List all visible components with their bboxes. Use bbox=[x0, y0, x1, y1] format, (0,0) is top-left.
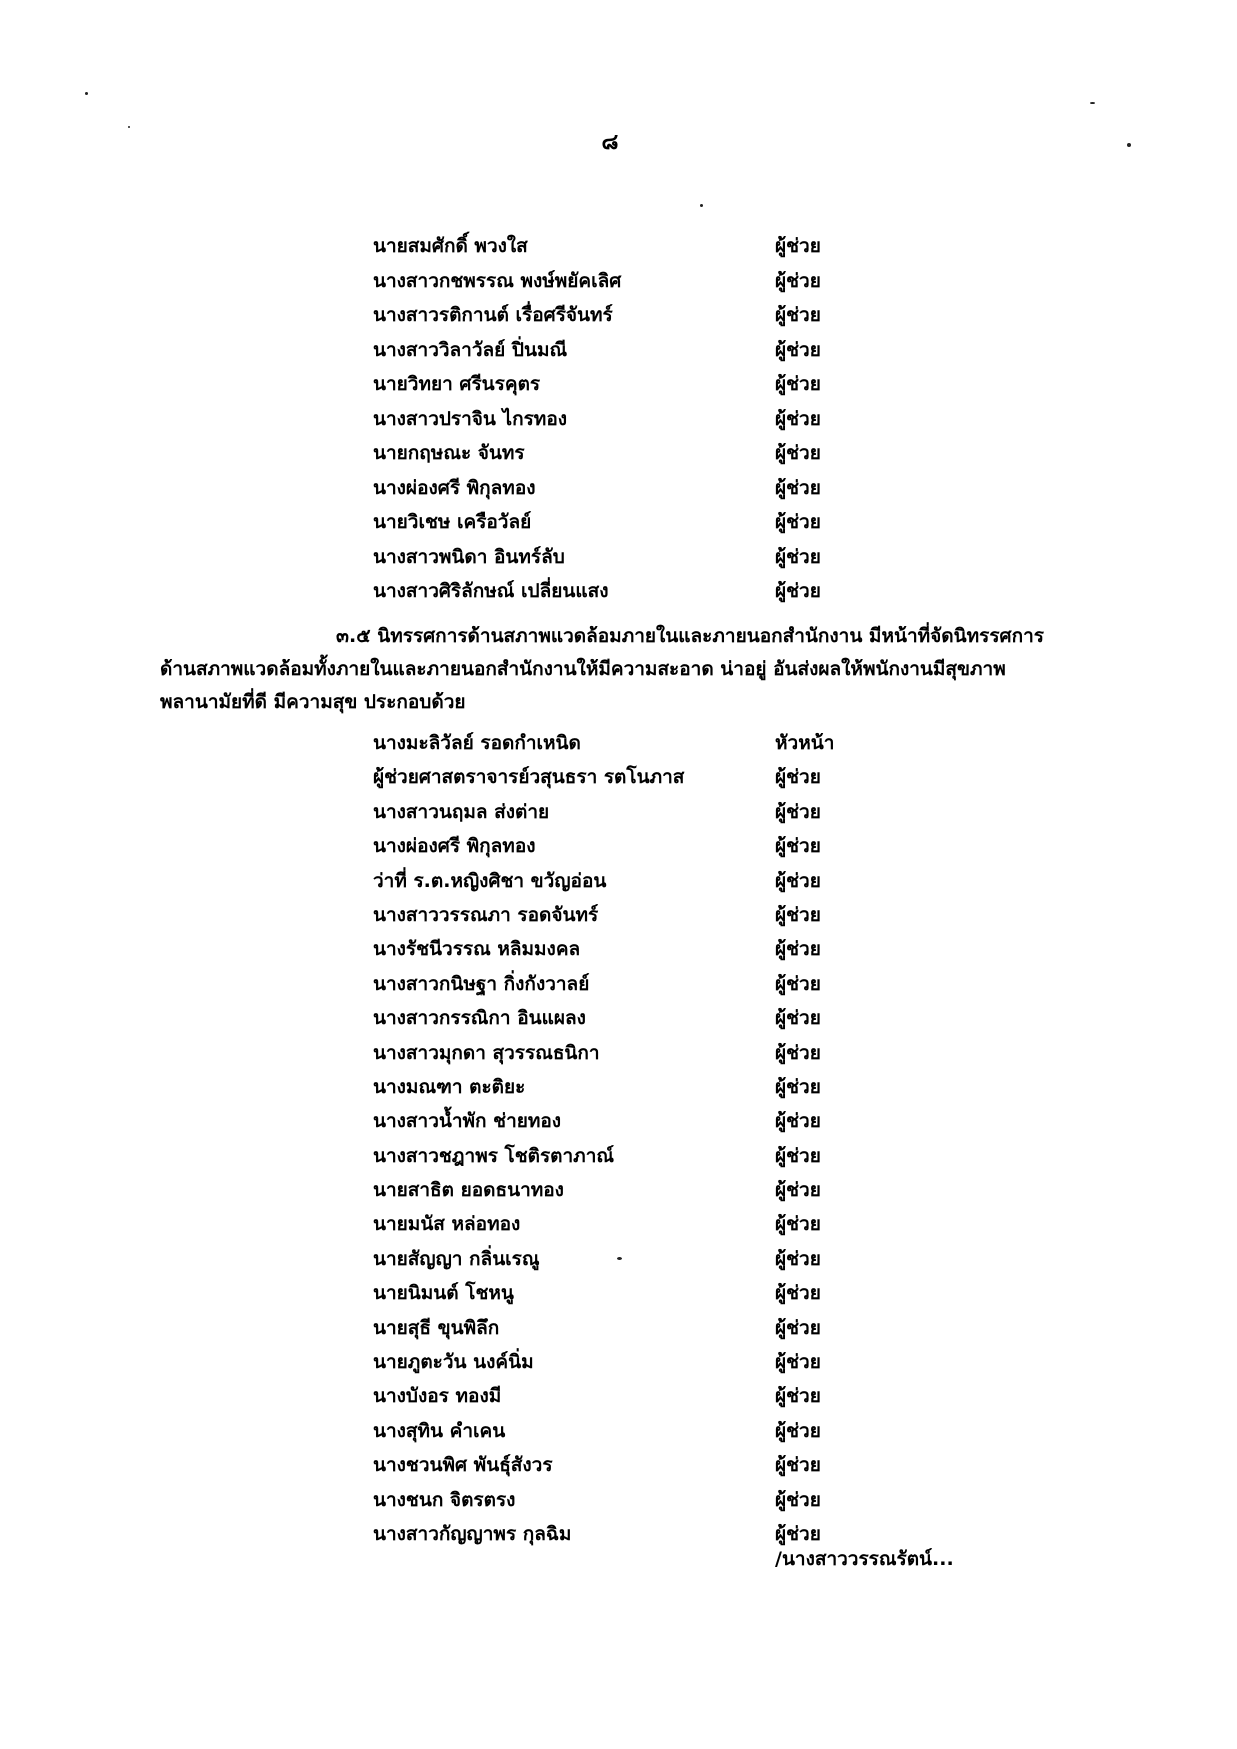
member-name: ว่าที่ ร.ต.หญิงศิชา ขวัญอ่อน bbox=[373, 869, 607, 892]
member-role: ผู้ช่วย bbox=[775, 1385, 821, 1408]
scan-speck bbox=[128, 126, 130, 128]
member-name: นางสาวกนิษฐา กิ่งกังวาลย์ bbox=[373, 972, 590, 995]
member-role: ผู้ช่วย bbox=[775, 1213, 821, 1236]
member-row bbox=[373, 864, 1013, 898]
member-role: ผู้ช่วย bbox=[775, 1488, 821, 1511]
scan-speck bbox=[1090, 102, 1095, 104]
member-role: ผู้ช่วย bbox=[775, 1522, 821, 1545]
member-role: ผู้ช่วย bbox=[775, 903, 821, 926]
member-row bbox=[373, 264, 1013, 299]
member-role: ผู้ช่วย bbox=[775, 511, 821, 533]
member-name: นางผ่องศรี พิกุลทอง bbox=[373, 835, 536, 858]
member-role: ผู้ช่วย bbox=[775, 235, 821, 257]
member-role: ผู้ช่วย bbox=[775, 1075, 821, 1098]
member-name: นางสาวกชพรรณ พงษ์พยัคเลิศ bbox=[373, 269, 622, 292]
member-row bbox=[373, 540, 1013, 575]
member-role: ผู้ช่วย bbox=[775, 1454, 821, 1477]
member-name: นางรัชนีวรรณ หลิมมงคล bbox=[373, 938, 581, 961]
member-name: นายภูตะวัน นงค์นิ่ม bbox=[373, 1351, 534, 1374]
member-role: ผู้ช่วย bbox=[775, 545, 821, 568]
member-name: นางสาววรรณภา รอดจันทร์ bbox=[373, 903, 599, 926]
member-row bbox=[373, 1036, 1013, 1070]
member-role: ผู้ช่วย bbox=[775, 580, 821, 602]
member-name: นางสาวศิริลักษณ์ เปลี่ยนแสง bbox=[373, 580, 609, 602]
member-name: นายสาธิต ยอดธนาทอง bbox=[373, 1179, 564, 1202]
member-role: ผู้ช่วย bbox=[775, 1282, 821, 1305]
member-name: นางสาวนฤมล ส่งต่าย bbox=[373, 800, 550, 823]
section-heading-line: ๓.๕ นิทรรศการด้านสภาพแวดล้อมภายในและภายนอกสำนักงาน มีหน้าที่จัดนิทรรศการ bbox=[336, 625, 1044, 647]
member-row bbox=[373, 1276, 1013, 1310]
member-name: นายวิทยา ศรีนรคุตร bbox=[373, 373, 541, 395]
member-row bbox=[373, 402, 1013, 437]
member-name: นายวิเชษ เครือวัลย์ bbox=[373, 511, 532, 533]
page-number: ๘ bbox=[601, 130, 619, 155]
member-name: นายสัญญา กลิ่นเรณู bbox=[373, 1247, 540, 1270]
member-role: ผู้ช่วย bbox=[775, 835, 821, 858]
member-role: ผู้ช่วย bbox=[775, 476, 821, 499]
scan-speck bbox=[85, 92, 88, 95]
member-name: นางสาวกัญญาพร กุลฉิม bbox=[373, 1522, 572, 1545]
member-row bbox=[373, 367, 1013, 402]
member-role: ผู้ช่วย bbox=[775, 1144, 821, 1167]
member-role: ผู้ช่วย bbox=[775, 373, 821, 395]
member-role: ผู้ช่วย bbox=[775, 1351, 821, 1374]
member-role: ผู้ช่วย bbox=[775, 1316, 821, 1339]
member-role: ผู้ช่วย bbox=[775, 1110, 821, 1133]
member-row bbox=[373, 436, 1013, 471]
member-name: นางสาวมุกดา สุวรรณธนิกา bbox=[373, 1041, 600, 1064]
member-row bbox=[373, 1345, 1013, 1379]
member-role: ผู้ช่วย bbox=[775, 766, 821, 789]
member-row bbox=[373, 574, 1013, 609]
member-name: นายมนัส หล่อทอง bbox=[373, 1213, 521, 1236]
continuation-note: /นางสาววรรณรัตน์... bbox=[775, 1548, 954, 1570]
member-name: นางสาววิลาวัลย์ ปิ่นมณี bbox=[373, 338, 568, 361]
member-role: ผู้ช่วย bbox=[775, 442, 821, 464]
member-name: นางสาวน้ำพัก ช่ายทอง bbox=[373, 1110, 562, 1133]
scan-speck bbox=[1127, 143, 1131, 147]
section-paragraph bbox=[160, 620, 1060, 719]
member-list-a bbox=[373, 229, 1013, 609]
member-role: ผู้ช่วย bbox=[775, 269, 821, 292]
member-name: นางสุทิน คำเคน bbox=[373, 1419, 506, 1442]
member-name: ผู้ช่วยศาสตราจารย์วสุนธรา รตโนภาส bbox=[373, 766, 685, 789]
member-role: ผู้ช่วย bbox=[775, 1041, 821, 1064]
member-name: นางชนก จิตรตรง bbox=[373, 1488, 516, 1511]
scan-speck bbox=[617, 1257, 622, 1260]
member-row bbox=[373, 298, 1013, 333]
member-role: ผู้ช่วย bbox=[775, 1179, 821, 1202]
member-name: นางชวนพิศ พันธุ์สังวร bbox=[373, 1454, 553, 1477]
member-row bbox=[373, 760, 1013, 794]
member-row bbox=[373, 1311, 1013, 1345]
member-name: นางสาวกรรณิกา อินแผลง bbox=[373, 1007, 586, 1030]
member-row bbox=[373, 1001, 1013, 1035]
member-row bbox=[373, 1414, 1013, 1448]
member-row bbox=[373, 471, 1013, 506]
member-role: หัวหน้า bbox=[775, 732, 835, 754]
member-row bbox=[373, 1207, 1013, 1241]
member-row bbox=[373, 726, 1013, 760]
member-role: ผู้ช่วย bbox=[775, 1247, 821, 1270]
member-role: ผู้ช่วย bbox=[775, 1007, 821, 1030]
member-role: ผู้ช่วย bbox=[775, 869, 821, 892]
member-role: ผู้ช่วย bbox=[775, 1419, 821, 1442]
member-role: ผู้ช่วย bbox=[775, 972, 821, 995]
member-name: นางสาวปราจิน ไกรทอง bbox=[373, 407, 568, 430]
member-role: ผู้ช่วย bbox=[775, 407, 821, 430]
member-row bbox=[373, 932, 1013, 966]
member-row bbox=[373, 505, 1013, 540]
member-name: นางผ่องศรี พิกุลทอง bbox=[373, 476, 536, 499]
member-row bbox=[373, 1448, 1013, 1482]
member-name: นายนิมนต์ โชหนู bbox=[373, 1282, 514, 1305]
member-role: ผู้ช่วย bbox=[775, 800, 821, 823]
member-row bbox=[373, 829, 1013, 863]
member-row bbox=[373, 1379, 1013, 1413]
member-row bbox=[373, 333, 1013, 368]
member-row bbox=[373, 1242, 1013, 1276]
member-name: นายสุธี ขุนพิลึก bbox=[373, 1316, 500, 1339]
member-name: นางสาวชฎาพร โชติรตาภาณ์ bbox=[373, 1144, 615, 1167]
section-body-line: ด้านสภาพแวดล้อมทั้งภายในและภายนอกสำนักงานให้มีความสะอาด น่าอยู่ อันส่งผลให้พนักงานมีสุขภาพ bbox=[160, 658, 1006, 680]
member-row bbox=[373, 898, 1013, 932]
member-name: นางบังอร ทองมี bbox=[373, 1385, 502, 1408]
member-name: นางมะลิวัลย์ รอดกำเหนิด bbox=[373, 732, 581, 754]
member-row bbox=[373, 795, 1013, 829]
member-name: นางมณฑา ตะติยะ bbox=[373, 1075, 526, 1098]
member-name: นางสาวรติกานต์ เรื่อศรีจันทร์ bbox=[373, 304, 613, 326]
member-name: นายสมศักดิ์ พวงใส bbox=[373, 235, 528, 257]
scan-speck bbox=[700, 204, 703, 207]
member-list-b bbox=[373, 726, 1013, 1551]
member-row bbox=[373, 1483, 1013, 1517]
member-row bbox=[373, 1070, 1013, 1104]
member-role: ผู้ช่วย bbox=[775, 304, 821, 326]
member-row bbox=[373, 967, 1013, 1001]
member-row bbox=[373, 1104, 1013, 1138]
member-row bbox=[373, 1173, 1013, 1207]
section-body-line: พลานามัยที่ดี มีความสุข ประกอบด้วย bbox=[160, 691, 466, 713]
member-row bbox=[373, 1139, 1013, 1173]
member-role: ผู้ช่วย bbox=[775, 338, 821, 361]
member-name: นางสาวพนิดา อินทร์ลับ bbox=[373, 545, 565, 568]
member-row bbox=[373, 229, 1013, 264]
member-name: นายกฤษณะ จันทร bbox=[373, 442, 525, 464]
member-role: ผู้ช่วย bbox=[775, 938, 821, 961]
